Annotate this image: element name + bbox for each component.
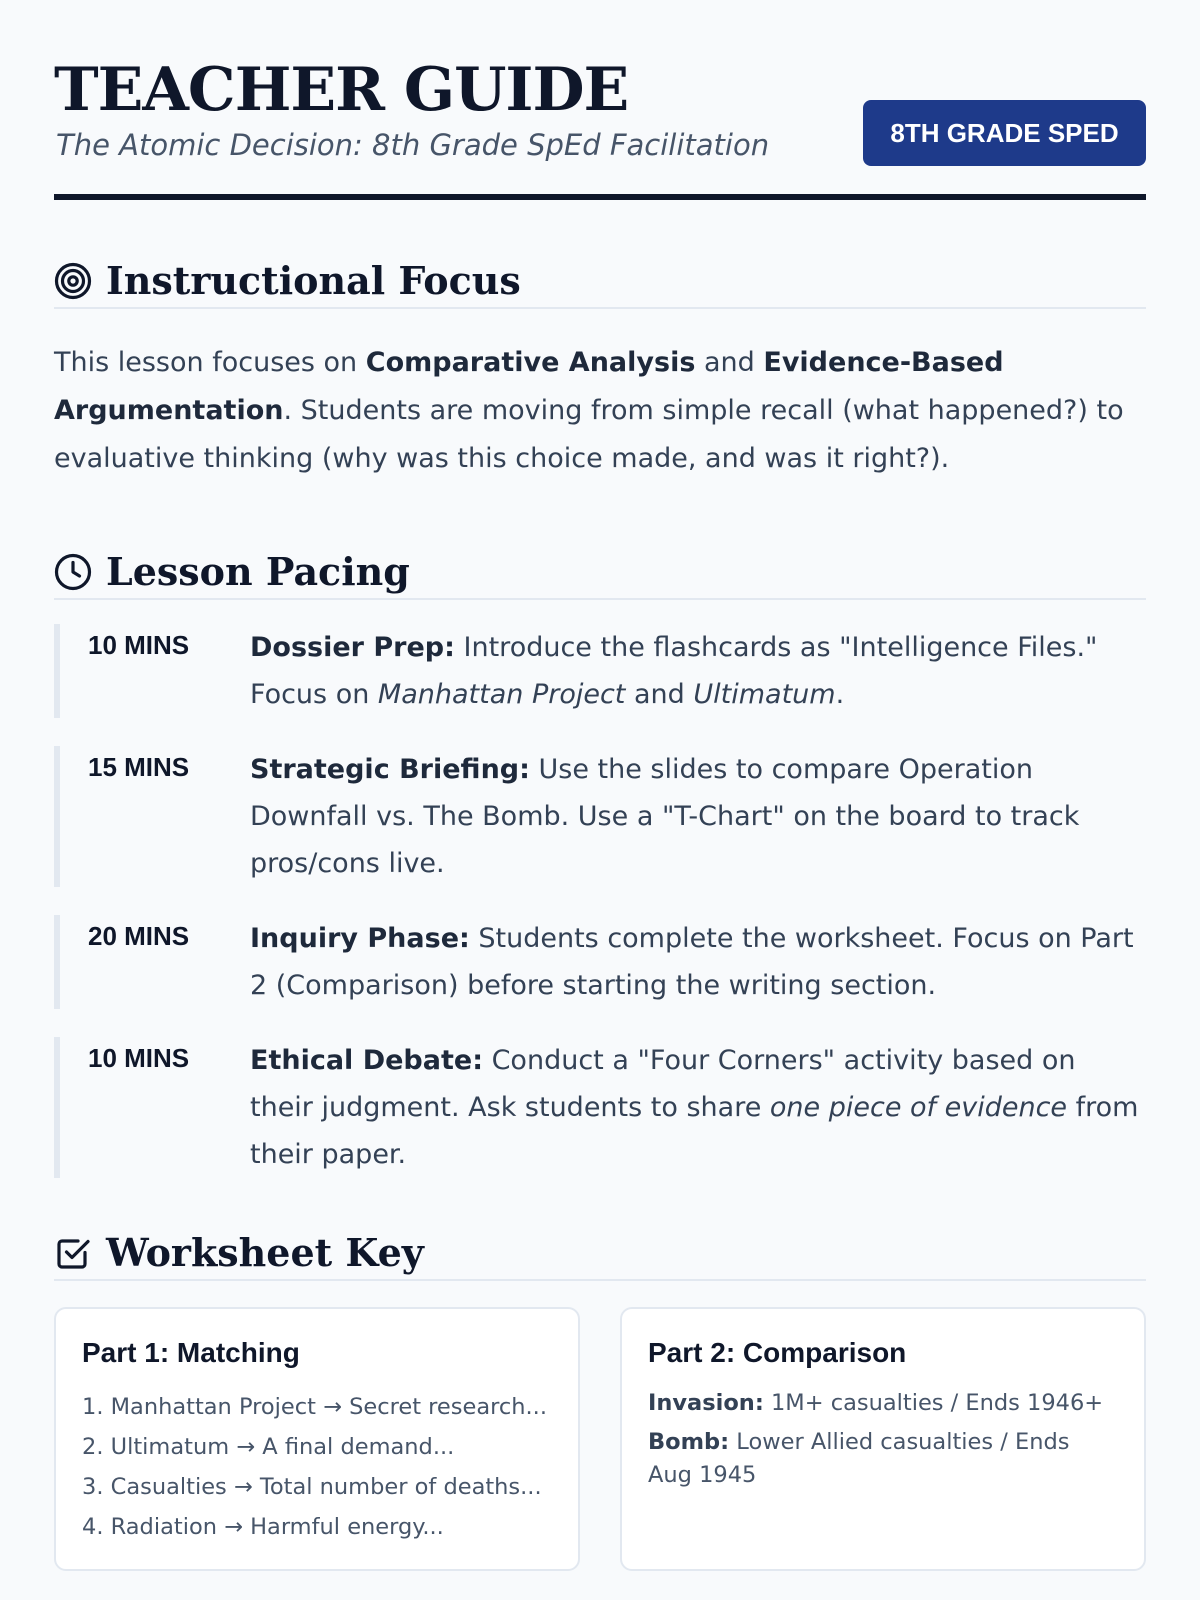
instructional-focus-text <box>54 339 1146 483</box>
matching-answer: 4. Radiation → Harmful energy... <box>82 1514 444 1540</box>
pacing-emphasis: one piece of evidence <box>769 1092 1068 1123</box>
comparison-text: 1M+ casualties / Ends 1946+ <box>763 1390 1104 1416</box>
target-icon <box>54 262 92 300</box>
pacing-label: Dossier Prep: <box>250 632 455 663</box>
pacing-item-strategic-briefing <box>54 746 1146 887</box>
lesson-pacing-heading <box>54 549 1146 600</box>
pacing-emphasis: Manhattan Project <box>377 679 626 710</box>
guide-header <box>54 54 1146 200</box>
pacing-item-dossier-prep <box>54 624 1146 718</box>
pacing-label: Ethical Debate: <box>250 1045 483 1076</box>
pacing-text: and <box>625 679 694 710</box>
pacing-time: 20 MINS <box>88 921 190 951</box>
lesson-pacing-title: Lesson Pacing <box>106 549 410 594</box>
pacing-time: 10 MINS <box>88 1043 190 1073</box>
checkbox-icon <box>54 1234 92 1272</box>
clock-icon <box>54 553 92 591</box>
pacing-description <box>250 915 1146 1009</box>
comparison-label: Bomb: <box>648 1429 730 1455</box>
comparison-invasion <box>648 1387 1118 1420</box>
pacing-item-inquiry-phase <box>54 915 1146 1009</box>
pacing-list <box>54 624 1146 1178</box>
pacing-description <box>250 746 1146 887</box>
focus-text-part: . Students are moving from simple recall (what happened?) to evaluative thinking (why was this choice made, and was it right?). <box>54 395 1124 474</box>
pacing-text: Conduct a "Four Corners" activity based on their judgment. Ask students to share <box>250 1045 1076 1123</box>
lesson-pacing-section <box>54 549 1146 1178</box>
worksheet-key-section <box>54 1230 1146 1571</box>
pacing-text: Introduce the flashcards as "Intelligence Files." Focus on <box>250 632 1098 710</box>
pacing-text: from their paper. <box>250 1092 1139 1170</box>
matching-answer: 2. Ultimatum → A final demand... <box>82 1434 455 1460</box>
pacing-time: 15 MINS <box>88 752 190 782</box>
pacing-text: . <box>835 679 845 710</box>
pacing-label: Strategic Briefing: <box>250 754 530 785</box>
pacing-text: Students complete the worksheet. Focus on Part 2 (Comparison) before starting the writing section. <box>250 923 1134 1001</box>
comparison-label: Invasion: <box>648 1390 764 1416</box>
grade-badge: 8TH GRADE SPED <box>863 100 1146 166</box>
pacing-time: 10 MINS <box>88 630 190 660</box>
matching-answer: 1. Manhattan Project → Secret research... <box>82 1394 547 1420</box>
focus-bold-evidence: Evidence-Based Argumentation <box>54 347 1004 426</box>
part1-matching-card <box>54 1307 580 1571</box>
page-subtitle: The Atomic Decision: 8th Grade SpEd Facilitation <box>56 128 770 162</box>
page-title: TEACHER GUIDE <box>54 55 629 125</box>
focus-bold-comparative: Comparative Analysis <box>365 347 696 378</box>
pacing-label: Inquiry Phase: <box>250 923 470 954</box>
pacing-description <box>250 1037 1146 1178</box>
pacing-description <box>250 624 1146 718</box>
matching-answer: 3. Casualties → Total number of deaths... <box>82 1474 542 1500</box>
pacing-text: Use the slides to compare Operation Downfall vs. The Bomb. Use a "T-Chart" on the board to track pros/cons live. <box>250 754 1080 879</box>
part1-title: Part 1: Matching <box>82 1337 300 1368</box>
comparison-bomb <box>648 1426 1118 1492</box>
instructional-focus-section <box>54 258 1146 483</box>
instructional-focus-title: Instructional Focus <box>106 258 521 303</box>
worksheet-key-cards <box>54 1307 1146 1571</box>
focus-text-part: and <box>695 347 764 378</box>
part2-comparison-card <box>620 1307 1146 1571</box>
comparison-text: Lower Allied casualties / Ends Aug 1945 <box>648 1429 1070 1488</box>
instructional-focus-heading <box>54 258 1146 309</box>
pacing-item-ethical-debate <box>54 1037 1146 1178</box>
worksheet-key-title: Worksheet Key <box>106 1230 424 1275</box>
worksheet-key-heading <box>54 1230 1146 1281</box>
part2-title: Part 2: Comparison <box>648 1337 907 1368</box>
focus-text-part: This lesson focuses on <box>54 347 366 378</box>
pacing-emphasis: Ultimatum <box>693 679 836 710</box>
